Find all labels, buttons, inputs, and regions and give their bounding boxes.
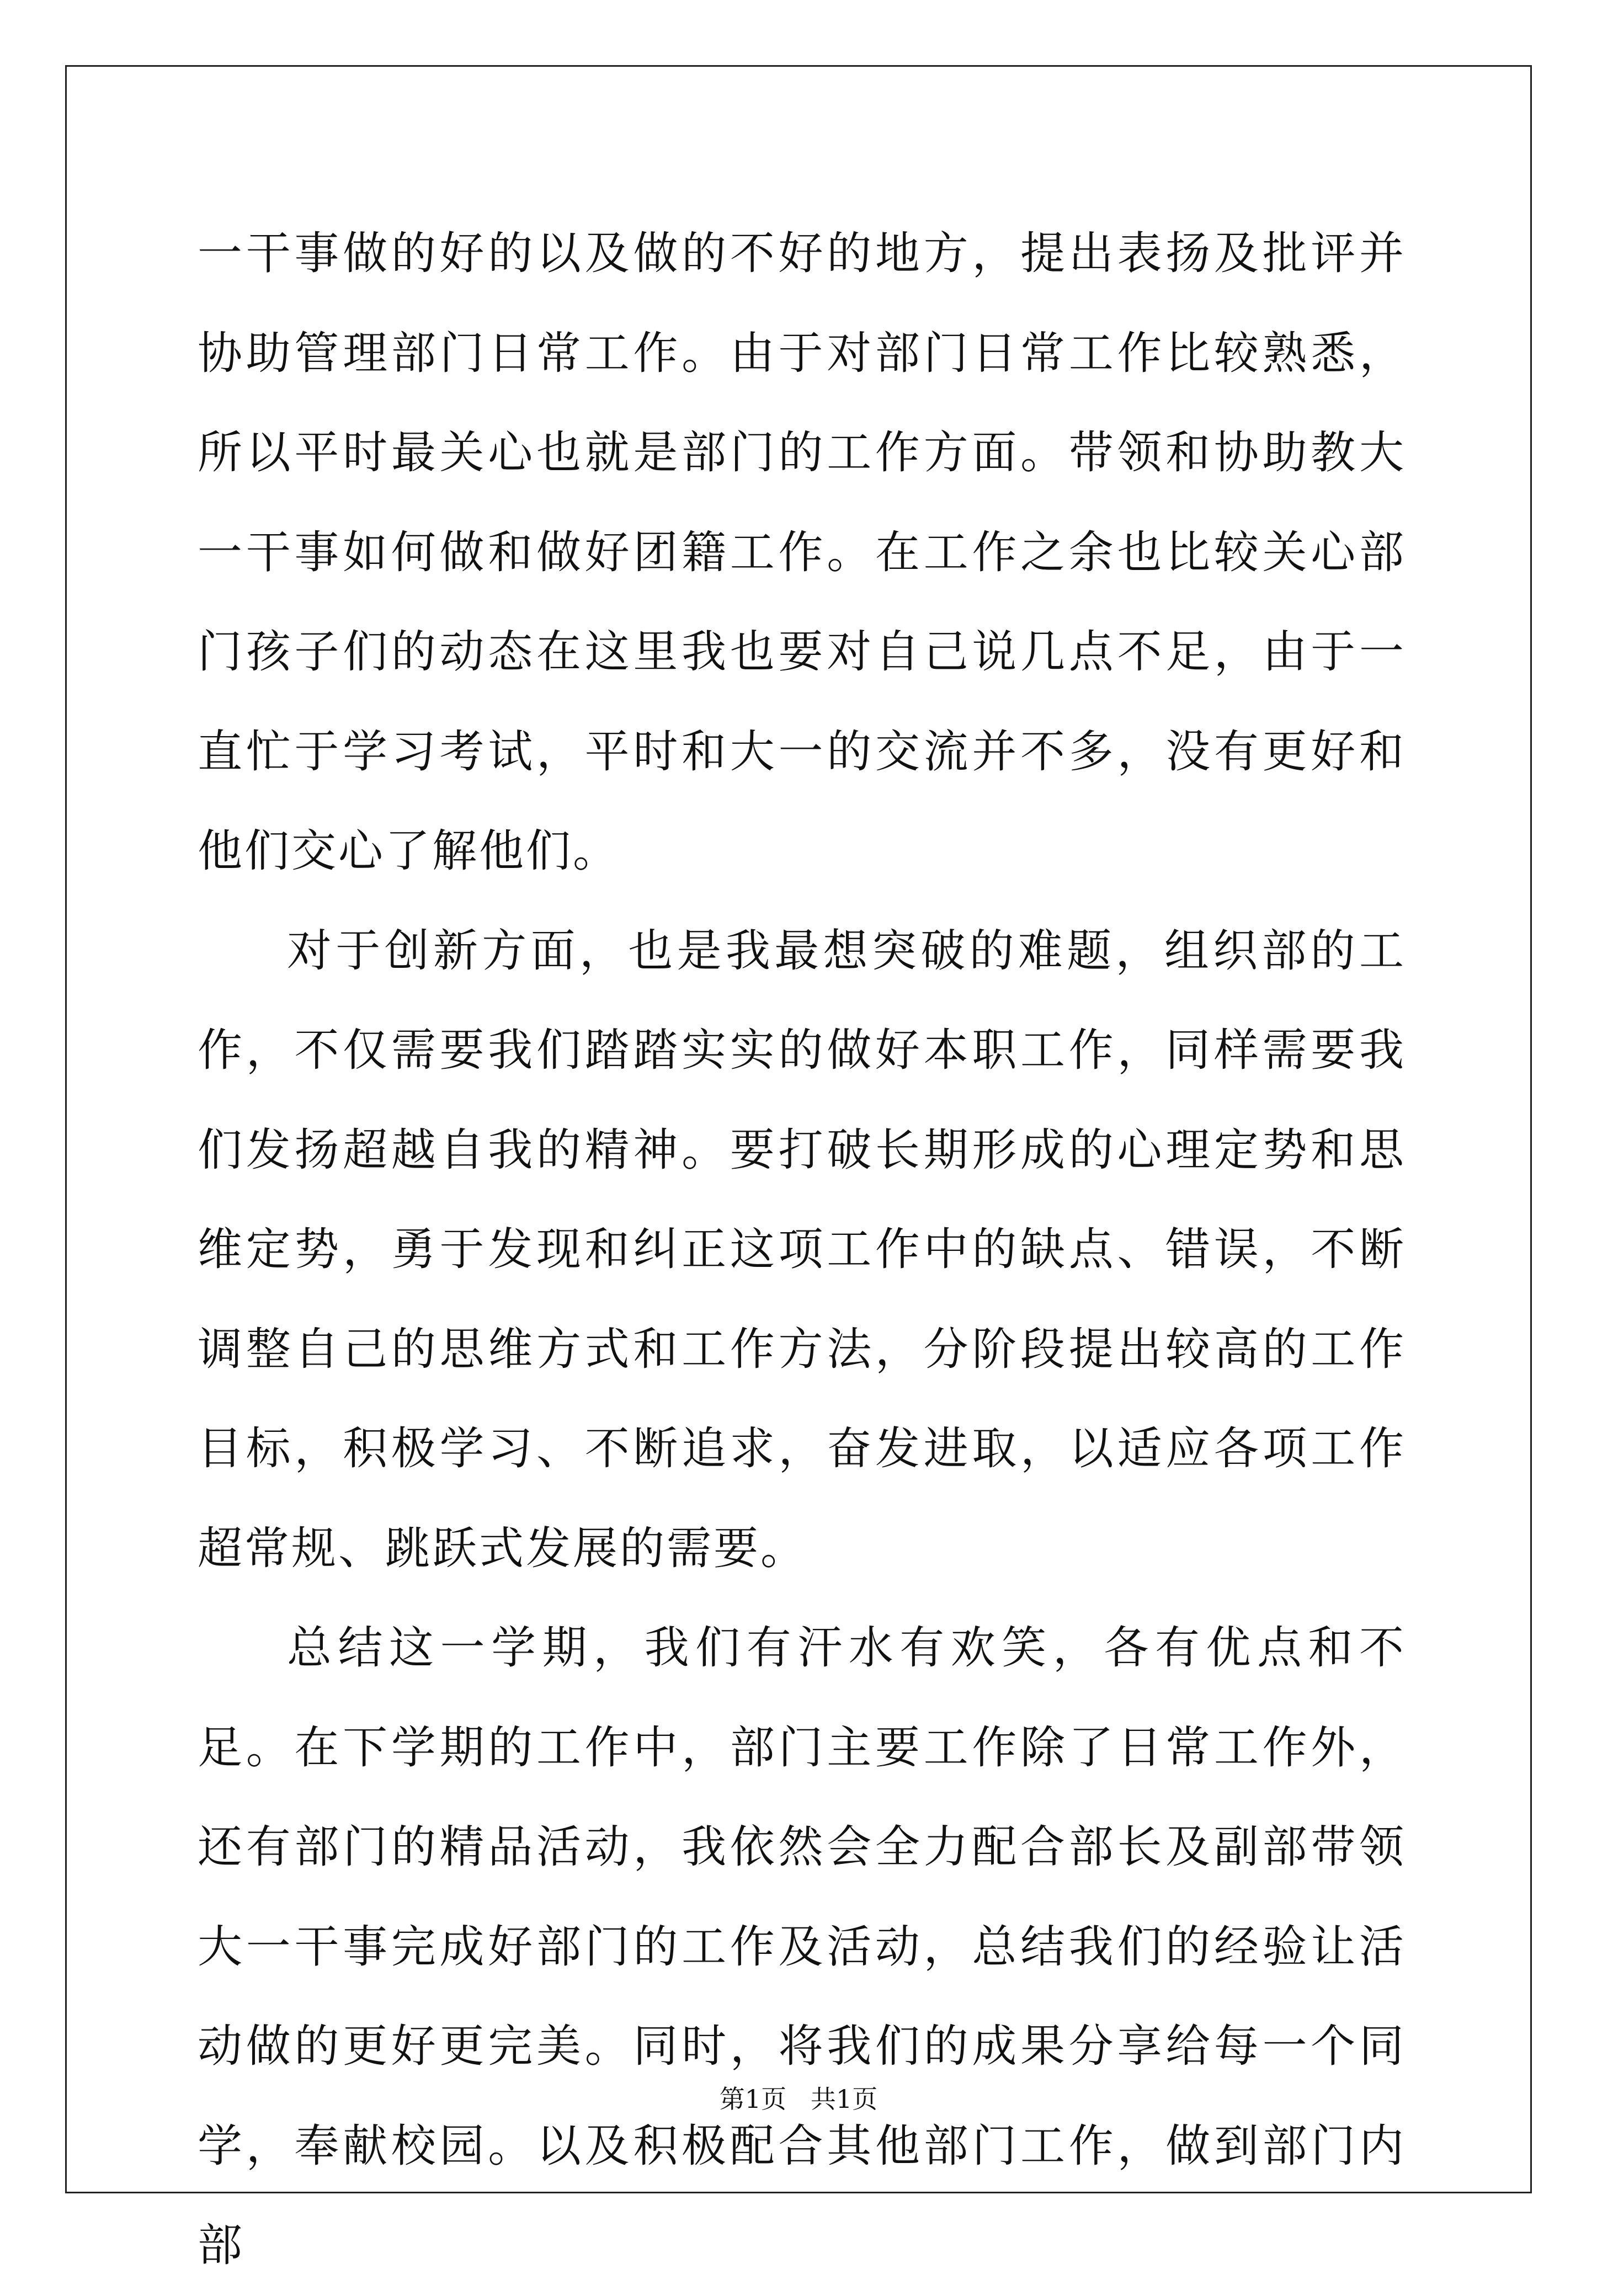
page-footer: 第1页 共1页 bbox=[719, 2084, 878, 2114]
paragraph-3: 总结这一学期，我们有汗水有欢笑，各有优点和不足。在下学期的工作中，部门主要工作除了日常工作外，还有部门的精品活动，我依然会全力配合部长及副部带领大一干事完成好部门的工作及活动，总结我们的经验让活动做的更好更完美。同时，将我们的成果分享给每一个同学，奉献校园。以及积极配合其他部门工作，做到部门内部 bbox=[198, 1622, 1406, 2272]
document-body bbox=[198, 204, 1406, 2296]
paragraph-1: 一干事做的好的以及做的不好的地方，提出表扬及批评并协助管理部门日常工作。由于对部门日常工作比较熟悉，所以平时最关心也就是部门的工作方面。带领和协助教大一干事如何做和做好团籍工作。在工作之余也比较关心部门孩子们的动态在这里我也要对自己说几点不足，由于一直忙于学习考试，平时和大一的交流并不多，没有更好和他们交心了解他们。 bbox=[198, 228, 1406, 877]
paragraph-2: 对于创新方面，也是我最想突破的难题，组织部的工作，不仅需要我们踏踏实实的做好本职工作，同样需要我们发扬超越自我的精神。要打破长期形成的心理定势和思维定势，勇于发现和纠正这项工作中的缺点、错误，不断调整自己的思维方式和工作方法，分阶段提出较高的工作目标，积极学习、不断追求，奋发进取，以适应各项工作超常规、跳跃式发展的需要。 bbox=[198, 925, 1406, 1575]
